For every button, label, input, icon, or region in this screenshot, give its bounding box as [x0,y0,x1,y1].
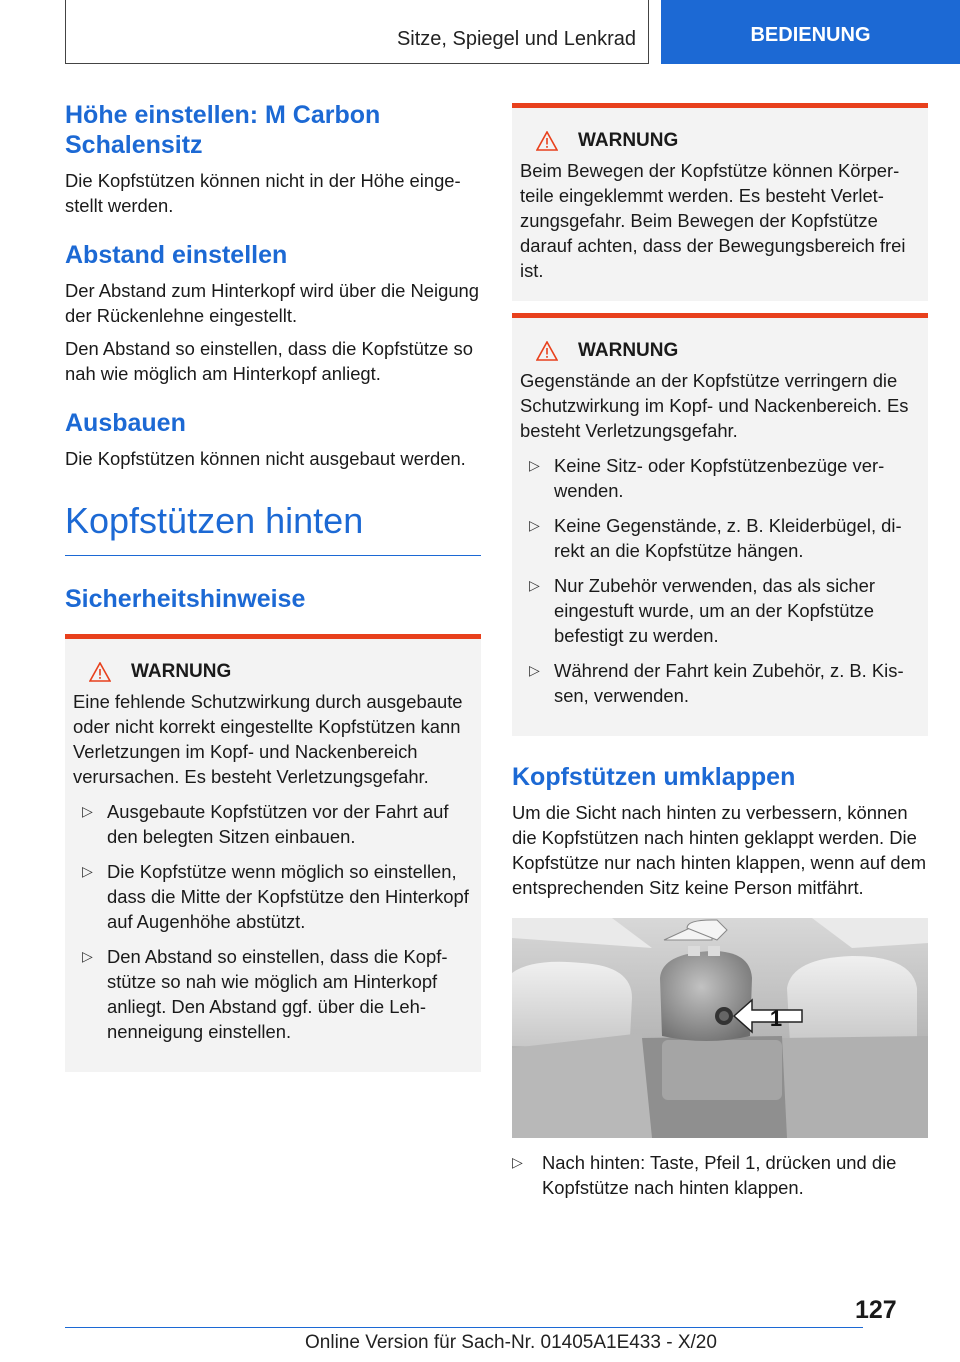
paragraph-distance-1: Der Abstand zum Hinterkopf wird über die Neigung der Rückenlehne eingestellt. [65,280,480,326]
heading-safety: Sicherheitshinweise [65,585,306,613]
footer-version-text: Online Version für Sach-Nr. 01405A1E433 - X/20 [305,1332,717,1353]
heading-fold: Kopfstützen umklappen [512,763,796,791]
triangle-right-bullet-icon: ▷ [512,1154,523,1170]
list-item [520,658,920,708]
triangle-right-bullet-icon: ▷ [82,863,93,879]
paragraph-remove: Die Kopfstützen können nicht ausgebaut werden. [65,448,466,469]
warning-title-text: WARNUNG [578,340,679,361]
warning-text: Beim Bewegen der Kopfstütze können Körperteile eingeklemmt werden. Es besteht Verletzungsgefahr. Beim Bewegen der Kopfstütze darauf achten, dass der Bewegungsbereich frei ist. [520,160,906,281]
triangle-right-bullet-icon: ▷ [82,803,93,819]
triangle-right-bullet-icon: ▷ [529,517,540,533]
left-column [65,100,481,1072]
header-rule-bottom [65,63,649,64]
headrest-illustration [512,918,928,1138]
warning-box [65,634,481,1072]
header-section-title: Sitze, Spiegel und Lenkrad [396,28,636,50]
heading-rear-headrests: Kopfstützen hinten [65,501,481,556]
triangle-right-bullet-icon: ▷ [82,948,93,964]
warning-list [73,799,473,1044]
warning-box-pinch [512,103,928,301]
list-item [73,944,473,1044]
warning-title-text: WARNUNG [578,130,679,151]
list-item-text: Keine Sitz- oder Kopfstützenbezüge verwenden. [554,455,885,501]
triangle-right-bullet-icon: ▷ [529,662,540,678]
warning-triangle-icon [89,662,111,682]
heading-distance: Abstand einstellen [65,241,288,269]
warning-triangle-icon [536,341,558,361]
warning-title-text: WARNUNG [131,661,232,682]
list-item-text: Während der Fahrt kein Zubehör, z. B. Kissen, verwenden. [554,660,904,706]
image-callout-label: 1 [769,1006,783,1031]
paragraph-distance-2: Den Abstand so einstellen, dass die Kopfstütze so nah wie möglich am Hinterkopf anliegt. [65,338,473,384]
right-column [512,103,928,1210]
warning-text: Eine fehlende Schutzwirkung durch ausgebaute oder nicht korrekt eingestellte Kopfstützen kann Verletzungen im Kopf- und Nackenbereich verursachen. Es besteht Verletzungsgefahr. [73,691,463,787]
header-separator [648,0,649,64]
list-item-text: Keine Gegenstände, z. B. Kleiderbügel, direkt an die Kopfstütze hängen. [554,515,902,561]
heading-height: Höhe einstellen: M Carbon Schalensitz [65,101,381,159]
step-list [512,1150,928,1200]
list-item [520,573,920,648]
list-item-text: Nach hinten: Taste, Pfeil 1, drücken und die Kopfstütze nach hinten klappen. [542,1152,897,1198]
header-chapter-tab: BEDIENUNG [661,0,960,64]
warning-box-objects [512,313,928,736]
list-item [520,513,920,563]
header-rule-left [65,0,66,64]
list-item [73,799,473,849]
warning-title [73,661,473,683]
page-number: 127 [855,1296,897,1324]
list-item [520,453,920,503]
paragraph-fold: Um die Sicht nach hinten zu verbessern, können die Kopfstützen nach hinten geklappt werden. Die Kopfstütze nur nach hinten klappen, wenn auf dem entsprechenden Sitz keine Person mitfährt. [512,802,927,898]
warning-text: Gegenstände an der Kopfstütze verringern die Schutzwirkung im Kopf- und Nackenbereich. Es besteht Verletzungsgefahr. [520,370,909,441]
list-item-text: Ausgebaute Kopfstützen vor der Fahrt auf den belegten Sitzen einbauen. [107,801,449,847]
warning-list [520,453,920,708]
footer-rule [65,1327,863,1328]
heading-remove: Ausbauen [65,409,186,437]
warning-triangle-icon [536,131,558,151]
list-item-text: Den Abstand so einstellen, dass die Kopfstütze so nah wie möglich am Hinterkopf anliegt. Den Abstand ggf. über die Lehnenneigung einstellen. [107,946,448,1042]
paragraph-height: Die Kopfstützen können nicht in der Höhe eingestellt werden. [65,170,461,216]
triangle-right-bullet-icon: ▷ [529,457,540,473]
list-item-text: Die Kopfstütze wenn möglich so einstellen, dass die Mitte der Kopfstütze den Hinterkopf auf Augenhöhe abstützt. [107,861,469,932]
list-item-text: Nur Zubehör verwenden, das als sicher eingestuft wurde, um an der Kopfstütze befestigt zu werden. [554,575,875,646]
list-item [512,1150,928,1200]
triangle-right-bullet-icon: ▷ [529,577,540,593]
list-item [73,859,473,934]
warning-title [520,130,920,152]
warning-title [520,340,920,362]
